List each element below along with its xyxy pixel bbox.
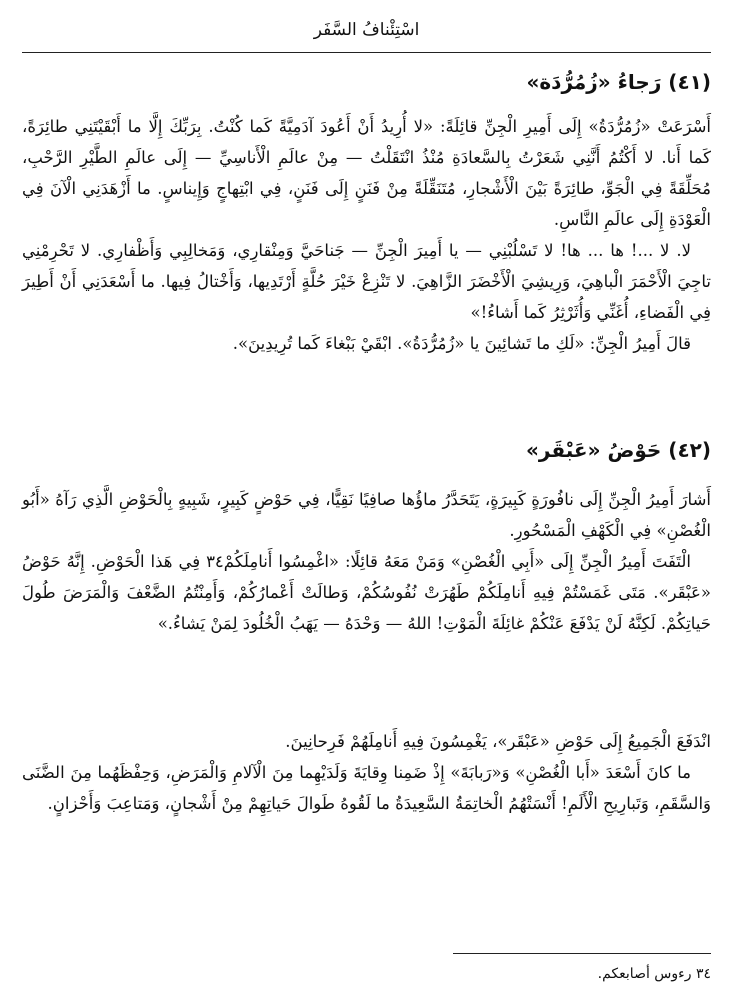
paragraph: ما كانَ أَسْعَدَ «أَبا الْغُصْنِ» وَ«رَبابَةَ» إِذْ ضَمِنا وِقايَةَ وَلَدَيْهِما مِنَ الْآلامِ وَالْمَرَضِ، وَحِفْظَهُما مِنَ الضَّنَى وَالسَّقَمِ، وَتَبارِيحِ الْأَلَمِ! أَنْسَتْهُمُ الْخاتِمَةُ السَّعِيدَةُ ما لَقُوهُ طَوالَ حَياتِهِمْ مِنْ أَشْجانٍ، وَمَتاعِبَ وَأَحْزانٍ. xyxy=(22,763,711,813)
section-42-body xyxy=(22,484,711,639)
footnote: ٣٤ رءوس أصابعكم. xyxy=(597,966,711,982)
paragraph: أَشارَ أَمِيرُ الْجِنِّ إِلَى نافُورَةٍ كَبِيرَةٍ، يَتَحَدَّرُ ماؤُها صافِيًا نَقِيًّا، فِي حَوْضٍ كَبِيرٍ، شَبِيهٍ بِالْحَوْضِ الَّذِي رَآهُ «أَبُو الْغُصْنِ» فِي الْكَهْفِ الْمَسْحُورِ. xyxy=(22,490,711,540)
paragraph: انْدَفَعَ الْجَمِيعُ إِلَى حَوْضِ «عَبْقَر»، يَغْمِسُونَ فِيهِ أَنامِلَهُمْ فَرِحانِينَ. xyxy=(285,732,711,751)
paragraph: أَسْرَعَتْ «زُمُرُّدَةُ» إِلَى أَمِيرِ الْجِنِّ قائِلَةً: «لا أُرِيدُ أَنْ أَعُودَ آدَمِيَّةً كَما كُنْتُ. بِرَبِّكَ إِلَّا ما أَبْقَيْتَنِي طائِرَةً، كَما أَنا. لا أَكْتُمُ أَنَّنِي شَعَرْتُ بِالسَّعادَةِ مُنْذُ انْتَقَلْتُ — مِنْ عالَمِ الْأَناسِيِّ — إِلَى عالَمِ الطَّيْرِ الرَّحْبِ، مُحَلِّقَةً فِي الْجَوِّ، طائِرَةً بَيْنَ الْأَشْجارِ، مُتَنَقِّلَةً مِنْ فَنَنٍ إِلَى فَنَنٍ، فِي ابْتِهاجٍ وَإِيناسٍ. ما أَزْهَدَنِي الْآنَ فِي الْعَوْدَةِ إِلَى عالَمِ النَّاسِ. xyxy=(22,117,711,229)
section-42-closing xyxy=(22,726,711,819)
section-title-42: (٤٢) حَوْضُ «عَبْقَر» xyxy=(526,438,711,462)
section-41-body xyxy=(22,111,711,359)
footnote-rule xyxy=(453,953,711,954)
paragraph: الْتَفَتَ أَمِيرُ الْجِنِّ إِلَى «أَبِي الْغُصْنِ» وَمَنْ مَعَهُ قائِلًا: «اغْمِسُوا أَنامِلَكُمْ٣٤ فِي هَذا الْحَوْضِ. إِنَّهُ حَوْضُ «عَبْقَر». مَتَى غَمَسْتُمْ فِيهِ أَنامِلَكُمْ طَهُرَتْ نُفُوسُكُمْ، وَطالَتْ أَعْمارُكُمْ، وَأَمِنْتُمُ الضَّعْفَ وَالْمَرَضَ طُولَ حَياتِكُمْ. لَكِنَّهُ لَنْ يَدْفَعَ عَنْكُمْ غائِلَةَ الْمَوْتِ! اللهُ — وَحْدَهُ — يَهَبُ الْخُلُودَ لِمَنْ يَشاءُ.» xyxy=(22,552,711,633)
paragraph: لا. لا ...! ها ... ها! لا تَسْلُبْنِي — يا أَمِيرَ الْجِنِّ — جَناحَيَّ وَمِنْقارِي، وَمَخالِبِي وَأَظْفارِي. لا تَحْرِمْنِي تاجِيَ الْأَحْمَرَ الْباهِيَ، وَرِيشِيَ الْأَخْضَرَ الزَّاهِيَ. لا تَنْزِعْ خَيْرَ حُلَّةٍ أَرْتَدِيها، وَأَخْتالُ فِيها. ما أَسْعَدَنِي أَنْ أَطِيرَ فِي الْفَضاءِ، أُغَنِّي وَأُثَرْثِرُ كَما أَشاءُ!» xyxy=(22,241,711,322)
paragraph: قالَ أَمِيرُ الْجِنِّ: «لَكِ ما تَشائِينَ يا «زُمُرُّدَةُ». ابْقَيْ بَبْغاءَ كَما تُرِيدِينَ». xyxy=(232,334,691,353)
running-head: اسْتِئْنافُ السَّفَر xyxy=(313,20,420,40)
header-rule xyxy=(22,52,711,53)
section-title-41: (٤١) رَجاءُ «زُمُرُّدَة» xyxy=(526,70,711,94)
